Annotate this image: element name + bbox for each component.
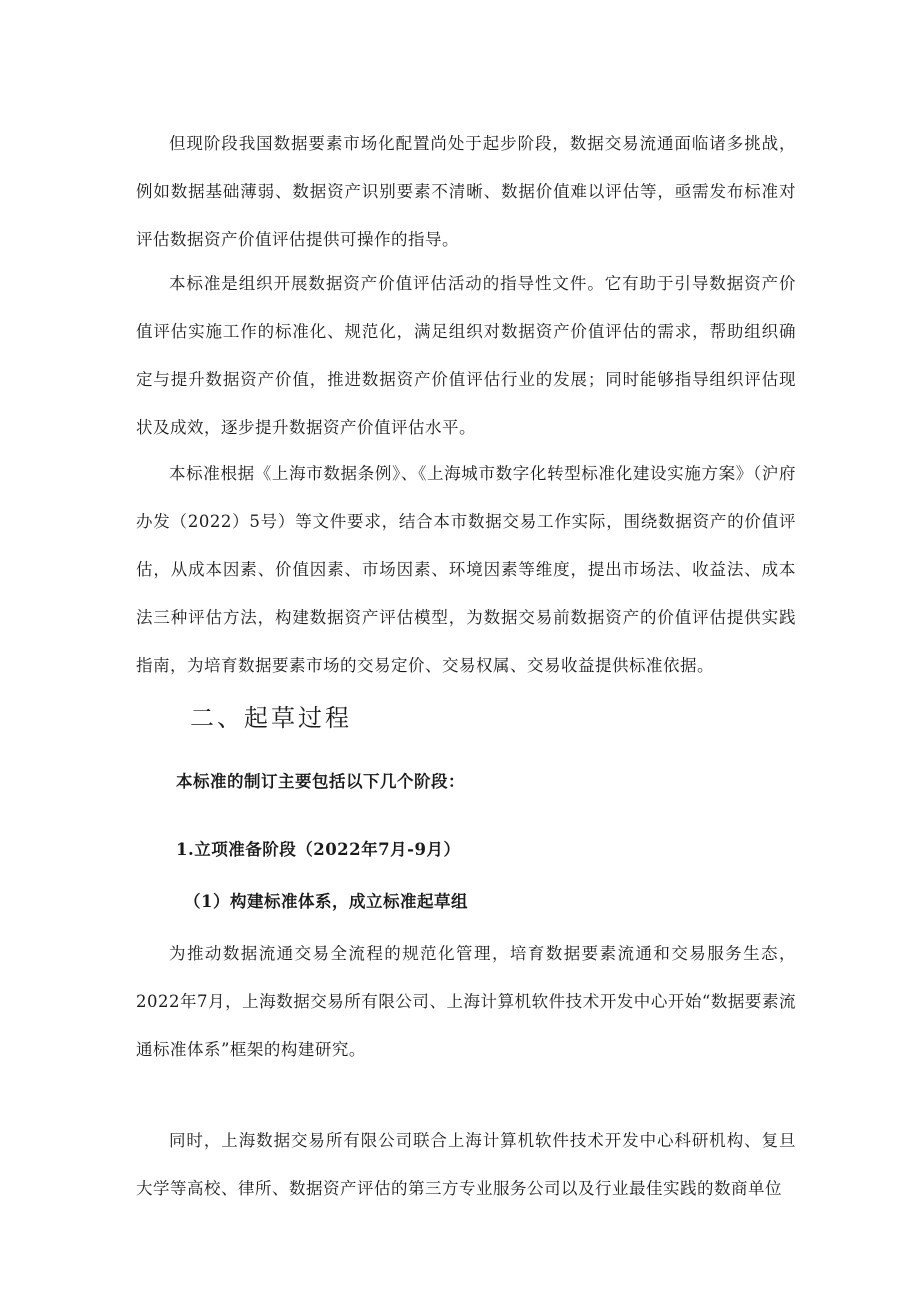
paragraph-framework-research: 为推动数据流通交易全流程的规范化管理，培育数据要素流通和交易服务生态，2022年7月，上海数据交易所有限公司、上海计算机软件技术开发中心开始“数据要素流通标准体系”框架的构建研究。 (136, 944, 796, 1059)
section-intro: 本标准的制订主要包括以下几个阶段： (176, 772, 465, 791)
section-heading-drafting-process: 二、起草过程 (190, 704, 352, 732)
paragraph-purpose: 本标准是组织开展数据资产价值评估活动的指导性文件。它有助于引导数据资产价值评估实施工作的标准化、规范化，满足组织对数据资产价值评估的需求，帮助组织确定与提升数据资产价值，推进数据资产价值评估行业的发展；同时能够指导组织评估现状及成效，逐步提升数据资产价值评估水平。 (136, 274, 796, 437)
paragraph-challenges: 但现阶段我国数据要素市场化配置尚处于起步阶段，数据交易流通面临诸多挑战，例如数据基础薄弱、数据资产识别要素不清晰、数据价值难以评估等，亟需发布标准对评估数据资产价值评估提供可操作的指导。 (136, 134, 796, 249)
paragraph-basis: 本标准根据《上海市数据条例》、《上海城市数字化转型标准化建设实施方案》（沪府办发（2022）5号）等文件要求，结合本市数据交易工作实际，围绕数据资产的价值评估，从成本因素、价值因素、市场因素、环境因素等维度，提出市场法、收益法、成本法三种评估方法，构建数据资产评估模型，为数据交易前数据资产的价值评估提供实践指南，为培育数据要素市场的交易定价、交易权属、交易收益提供标准依据。 (136, 464, 796, 675)
stage-1-heading: 1.立项准备阶段（2022年7月-9月） (176, 840, 461, 859)
stage-1-subheading: （1）构建标准体系，成立标准起草组 (184, 892, 468, 911)
paragraph-collaboration: 同时，上海数据交易所有限公司联合上海计算机软件技术开发中心科研机构、复旦大学等高校、律所、数据资产评估的第三方专业服务公司以及行业最佳实践的数商单位 (136, 1131, 796, 1198)
